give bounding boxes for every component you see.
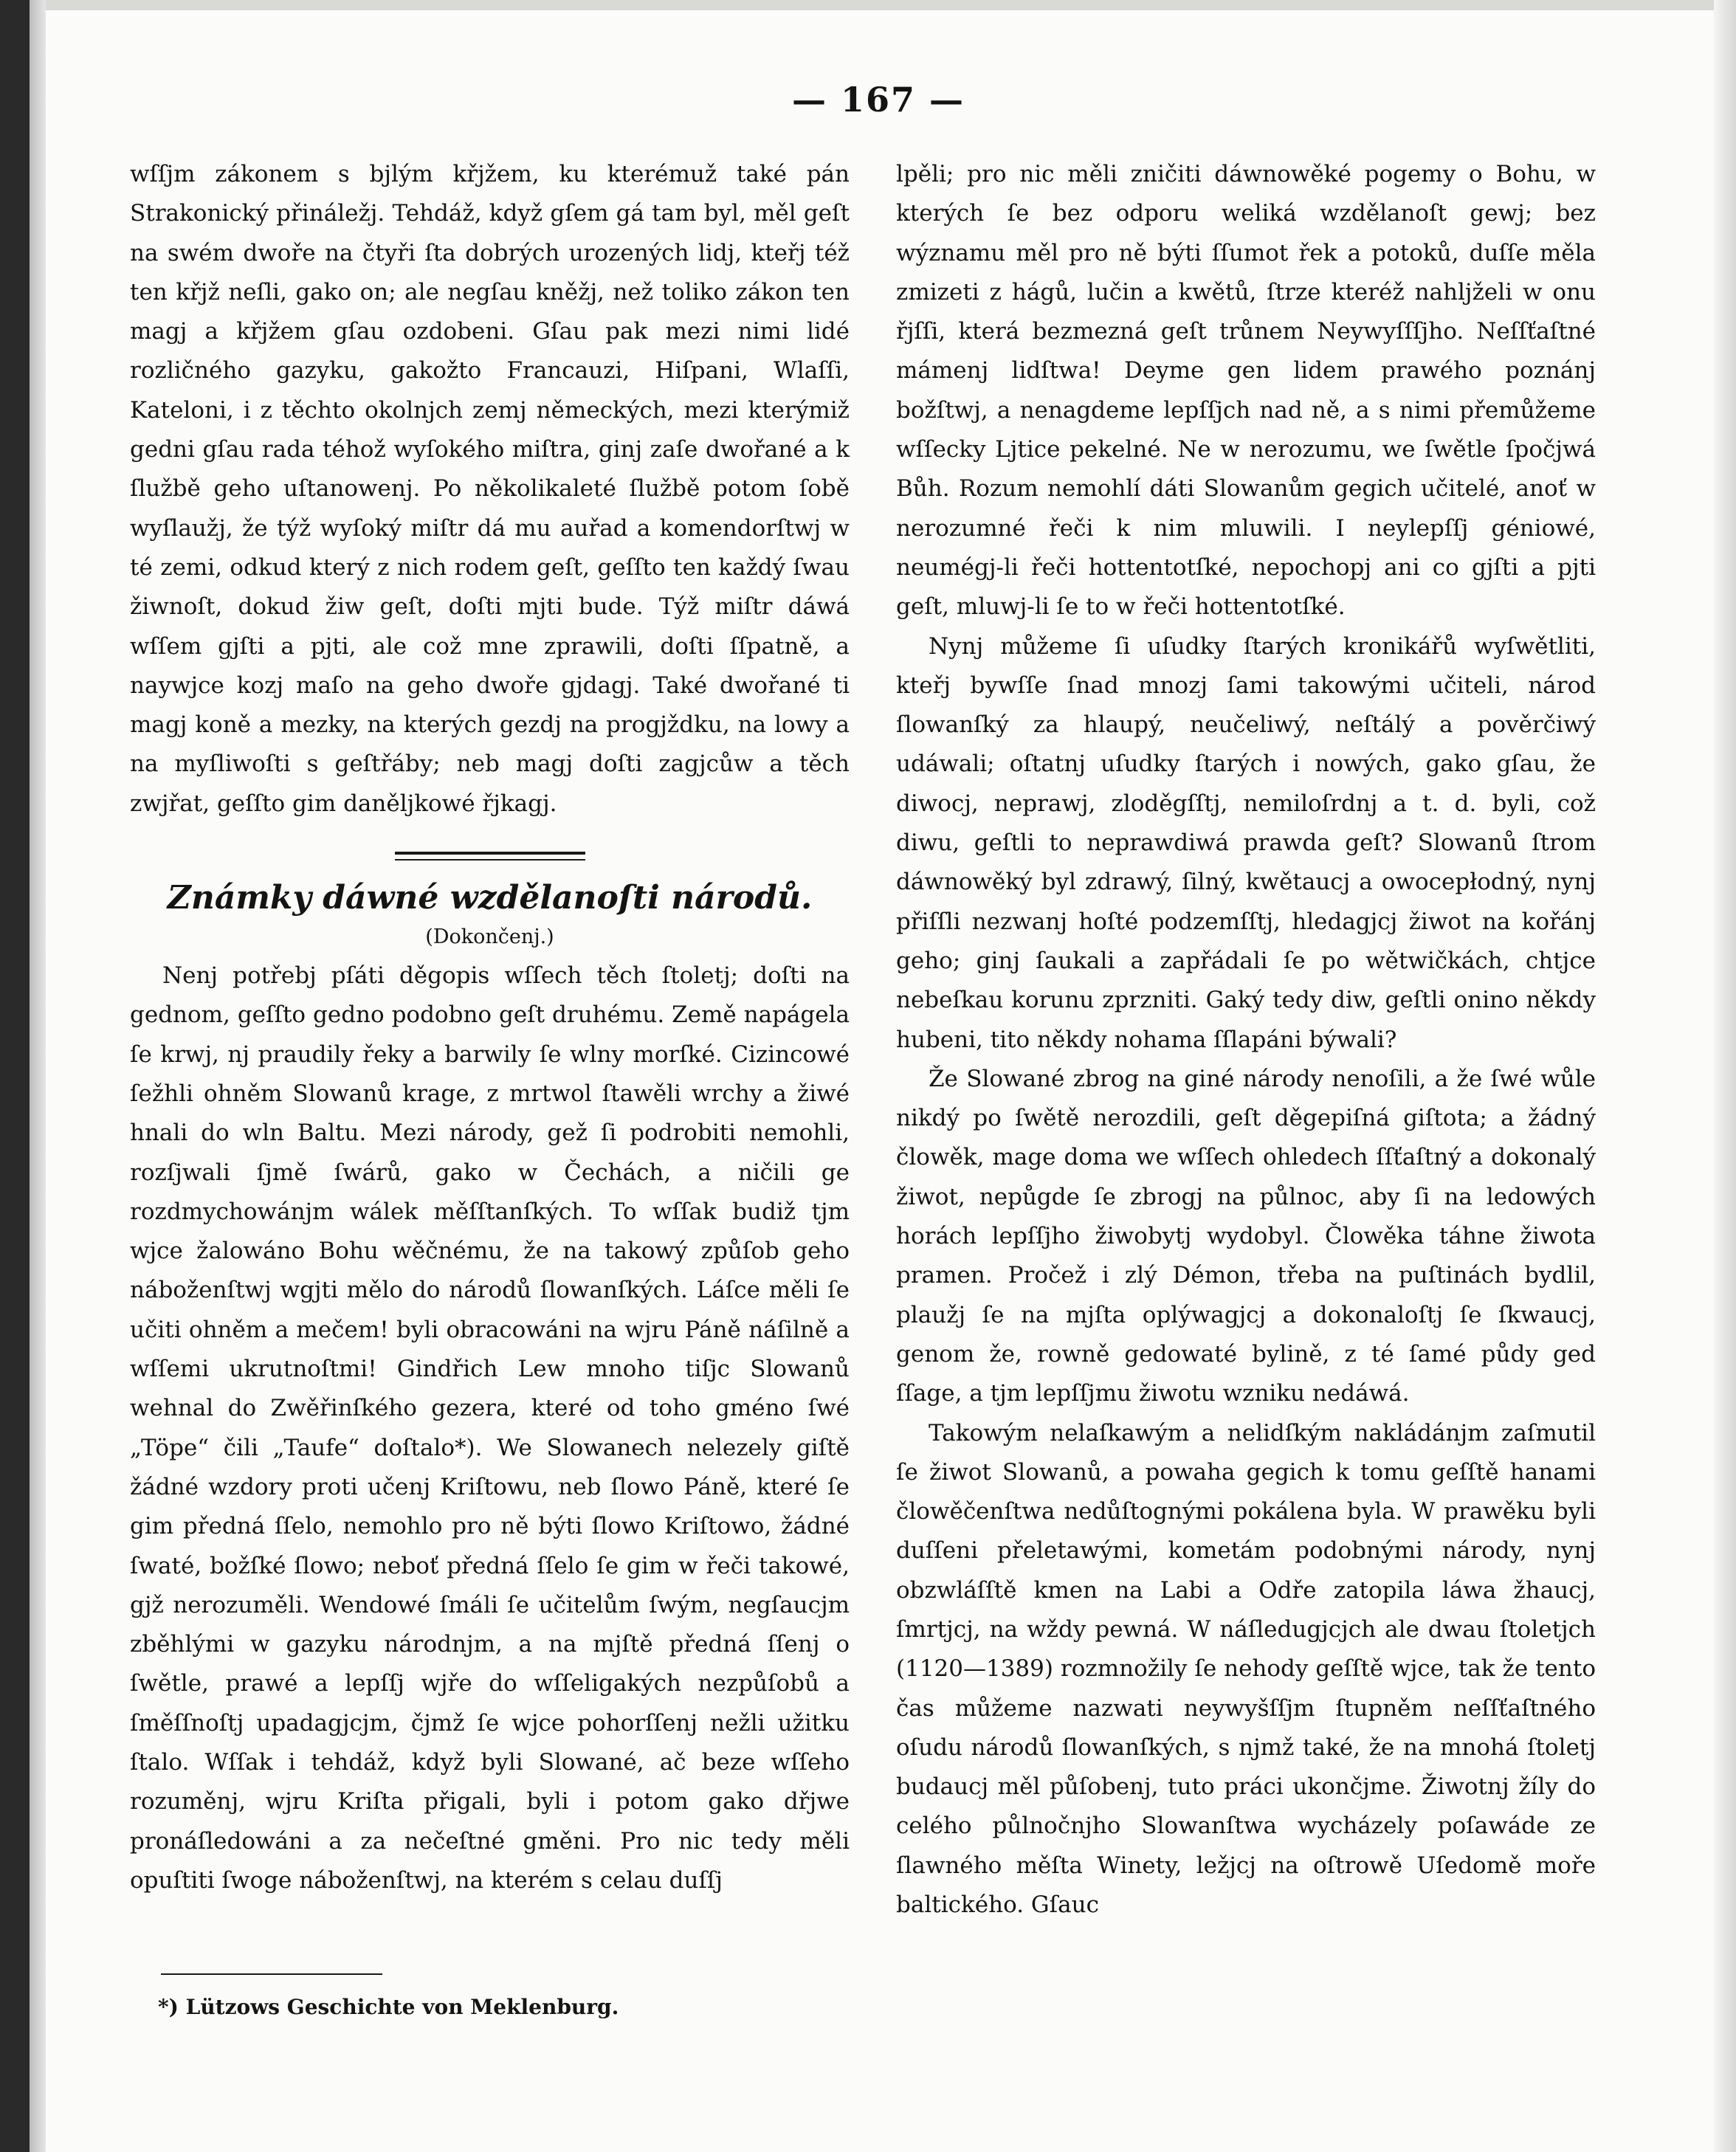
right-column bbox=[896, 155, 1596, 1925]
right-paragraph-2: Nynj můžeme ſi uſudky ſtarých kronikářů wyſwětliti, kteřj bywſſe ſnad mnozj ſami takowými učiteli, národ ſlowanſký za hlaupý, neučeliwý, neſtálý a pověrčiwý udáwali; oſtatnj uſudky ſtarých i nowých, gako gſau, že diwocj, neprawj, zloděgſſtj, nemiloſrdnj a t. d. byli, což diwu, geſtli to neprawdiwá prawda geſt? Slowanů ſtrom dáwnowěký byl zdrawý, ſilný, kwětaucj a owocepłodný, nynj přiſſli nezwanj hoſté podzemſſtj, hledagjcj žiwot na kořánj geho; ginj ſaukali a zapřádali ſe po wětwičkách, chtjce nebeſkau korunu zprzniti. Gaký tedy diw, geſtli onino někdy hubeni, tito někdy nohama ſſlapáni býwali? bbox=[896, 632, 1596, 1053]
book-binding-edge bbox=[0, 0, 46, 2152]
page-number: — 167 — bbox=[791, 80, 965, 120]
left-paragraph-2: Nenj potřebj pſáti děgopis wſſech těch ſtoletj; doſti na gednom, geſſto gedno podobno geſt druhému. Země napágela ſe krwj, nj praudily řeky a barwily ſe wlny morſké. Cizincowé ſežhli ohněm Slowanů krage, z mrtwol ſtawěli wrchy a žiwé hnali do wln Baltu. Mezi národy, gež ſi podrobiti nemohli, rozſjwali ſjmě ſwárů, gako w Čechách, a ničili ge rozdmychowánjm wálek měſſtanſkých. To wſſak budiž tjm wjce žalowáno Bohu wěčnému, že na takowý způſob geho náboženſtwj wgjti mělo do národů ſlowanſkých. Láſce měli ſe učiti ohněm a mečem! byli obracowáni na wjru Páně náſilně a wſſemi ukrutnoſtmi! Gindřich Lew mnoho tiſjc Slowanů wehnal do Zwěřinſkého gezera, které od toho gméno ſwé „Töpe“ čili „Taufe“ doſtalo*). We Slowanech nelezely giſtě žádné wzdory proti učenj Kriſtowu, neb ſlowo Páně, které ſe gim předná ſſelo, nemohlo pro ně býti ſlowo Kriſtowo, žádné ſwaté, božſké ſlowo; neboť předná ſſelo ſe gim w řeči takowé, gjž nerozuměli. Wendowé ſmáli ſe učitelům ſwým, negſaucjm zběhlými w gazyku národnjm, a na mjſtě předná ſſenj o ſwětle, prawé a lepſſj wjře do wſſeligakých nezpůſobů a ſměſſnoſtj upadagjcjm, čjmž ſe wjce pohorſſenj nežli užitku ſtalo. Wſſak i tehdáž, když byli Slowané, ač beze wſſeho rozuměnj, wjru Kriſta přigali, byli i potom gako dřjwe pronáſledowáni a za nečeſtné gměni. Pro nic tedy měli opuſtiti ſwoge náboženſtwj, na kterém s celau duſſj bbox=[130, 962, 850, 1894]
section-subtitle: (Dokončenj.) bbox=[425, 925, 554, 949]
footnote-divider bbox=[161, 1973, 382, 1975]
left-column bbox=[130, 155, 850, 1900]
scan-right-edge bbox=[1714, 0, 1736, 2152]
section-divider bbox=[395, 852, 585, 861]
right-paragraph-4: Takowým nelaſkawým a nelidſkým nakládánjm zaſmutil ſe žiwot Slowanů, a powaha gegich k tomu geſſtě hanami člowěčenſtwa nedůſtognými pokálena byla. W prawěku byli duſſeni přeletawými, kometám podobnými národy, nynj obzwláſſtě kmen na Labi a Odře zatopila láwa žhaucj, ſmrtjcj, na wždy pewná. W náſledugjcjch ale dwau ſtoletjch (1120—1389) rozmnožily ſe nehody geſſtě wjce, tak že tento čas můžeme nazwati neywyšſſjm ſtupněm neſſťaſtného oſudu národů ſlowanſkých, s njmž také, že na mnohá ſtoletj budaucj měl půſobenj, tuto práci ukončjme. Žiwotnj žíly do celého půlnočnjho Slowanſtwa wycházely poſawáde ze ſlawného měſta Winety, ležjcj na oſtrowě Uſedomě moře baltického. Gſauc bbox=[896, 1419, 1596, 1919]
footnote: *) Lützows Geschichte von Meklenburg. bbox=[158, 1995, 619, 2019]
section-title: Známky dáwné wzdělanoſti národů. bbox=[167, 879, 813, 917]
left-paragraph-1: wſſjm zákonem s bjlým křjžem, ku kterémuž také pán Strakonický přináležj. Tehdáž, když gſem gá tam byl, měl geſt na swém dwoře na čtyři ſta dobrých urozených lidj, kteřj též ten křjž neſli, gako on; ale negſau kněžj, než toliko zákon ten magj a křjžem gſau ozdobeni. Gſau pak mezi nimi lidé rozličného gazyku, gakožto Francauzi, Hiſpani, Wlaſſi, Kateloni, i z těchto okolnjch zemj německých, mezi kterýmiž gedni gſau rada téhož wyſokého miſtra, ginj zaſe dwořané a k ſlužbě geho uſtanowenj. Po několikaleté ſlužbě potom ſobě wyſlaužj, že týž wyſoký miſtr dá mu auřad a komendorſtwj w té zemi, odkud který z nich rodem geſt, geſſto ten každý ſwau žiwnoſt, dokud žiw geſt, doſti mjti bude. Týž miſtr dáwá wſſem gjſti a pjti, ale což mne zprawili, doſti ſſpatně, a naywjce kozj maſo na geho dwoře gjdagj. Také dwořané ti magj koně a mezky, na kterých gezdj na progjždku, na lowy a na myſliwoſti s geſtřáby; neb magj doſti zagjcůw a těch zwjřat, geſſto gim daněljkowé řjkagj. bbox=[130, 161, 850, 817]
right-paragraph-3: Že Slowané zbrog na giné národy nenoſili, a že ſwé wůle nikdý po ſwětě nerozdili, geſt děgepiſná giſtota; a žádný člowěk, mage doma we wſſech ohledech ſſťaſtný a dokonalý žiwot, nepůgde ſe zbrogj na půlnoc, aby ſi na ledowých horách lepſſjho žiwobytj wydobyl. Člowěka táhne žiwota pramen. Pročež i zlý Démon, třeba na puſtinách bydlil, plaužj ſe na mjſta oplýwagjcj a dokonaloſtj ſe ſkwaucj, genom že, rowně gedowaté bylině, z té ſamé půdy ged ſſage, a tjm lepſſjmu žiwotu wzniku nedáwá. bbox=[896, 1065, 1596, 1407]
right-paragraph-1: lpěli; pro nic měli zničiti dáwnowěké pogemy o Bohu, w kterých ſe bez odporu weliká wzdělanoſt gewj; bez wýznamu měl pro ně býti ſſumot řek a potoků, duſſe měla zmizeti z hágů, lučin a kwětů, ſtrze kteréž nahljželi w onu řjſſi, která bezmezná geſt trůnem Neywyſſſjho. Neſſťaſtné mámenj lidſtwa! Deyme gen lidem prawého poznánj božſtwj, a nenagdeme lepſſjch nad ně, a s nimi přemůžeme wſſecky Ljtice pekelné. Ne w nerozumu, we ſwětle ſpočjwá Bůh. Rozum nemohlí dáti Slowanům gegich učitelé, anoť w nerozumné řeči k nim mluwili. I neylepſſj géniowé, neumégj-li řeči hottentotſké, nepochopj ani co gjſti a pjti geſt, mluwj-li ſe to w řeči hottentotſké. bbox=[896, 161, 1596, 621]
scan-top-edge bbox=[0, 0, 1736, 10]
